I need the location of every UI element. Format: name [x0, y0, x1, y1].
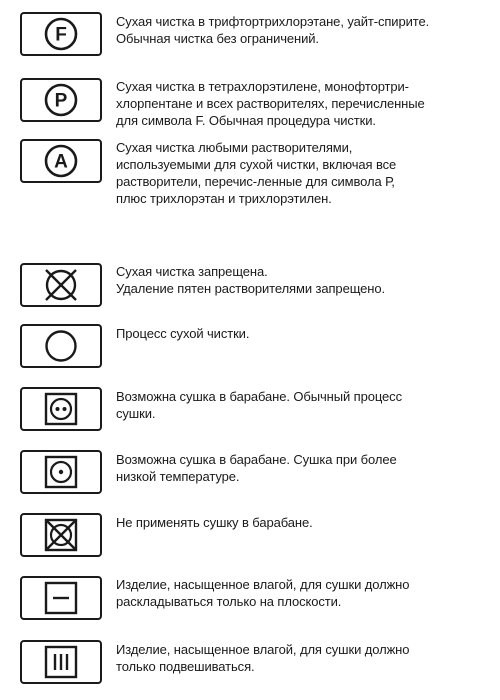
description-line: сушки. [116, 406, 156, 421]
description-line: Возможна сушка в барабане. Обычный процесс [116, 389, 402, 404]
circle-letter-a-icon [44, 144, 78, 178]
circle-icon [43, 328, 79, 364]
symbol-description [116, 514, 496, 531]
symbol-box [20, 78, 102, 122]
crossed-circle-icon [41, 265, 81, 305]
dry-flat-icon [43, 580, 79, 616]
symbol-box [20, 324, 102, 368]
symbol-description [116, 263, 496, 297]
circle-letter-f-icon [44, 17, 78, 51]
description-line: хлорпентане и всех растворителях, перечисленные [116, 96, 425, 111]
symbol-description [116, 139, 496, 207]
symbol-box [20, 12, 102, 56]
description-line: раскладываться только на плоскости. [116, 594, 342, 609]
symbol-box [20, 450, 102, 494]
description-line: Изделие, насыщенное влагой, для сушки должно [116, 577, 410, 592]
circle-letter-p-icon [44, 83, 78, 117]
description-line: Сухая чистка любыми растворителями, [116, 140, 353, 155]
description-line: плюс трихлорэтан и трихлорэтилен. [116, 191, 332, 206]
description-line: используемыми для сухой чистки, включая все [116, 157, 397, 172]
symbol-box [20, 139, 102, 183]
symbol-box [20, 640, 102, 684]
symbol-description [116, 576, 496, 610]
symbol-box [20, 263, 102, 307]
tumble-dry-one-dot-icon [43, 454, 79, 490]
tumble-dry-two-dots-icon [43, 391, 79, 427]
description-line: Процесс сухой чистки. [116, 326, 250, 341]
symbol-description [116, 451, 496, 485]
description-line: Сухая чистка запрещена. [116, 264, 268, 279]
description-line: Изделие, насыщенное влагой, для сушки должно [116, 642, 410, 657]
symbol-letter: P [54, 90, 68, 112]
symbol-box [20, 387, 102, 431]
description-line: низкой температуре. [116, 469, 240, 484]
no-tumble-dry-icon [43, 517, 79, 553]
description-line: Удаление пятен растворителями запрещено. [116, 281, 385, 296]
description-line: Обычная чистка без ограничений. [116, 31, 319, 46]
symbol-description [116, 78, 496, 129]
symbol-letter: F [55, 24, 67, 46]
symbol-description [116, 641, 496, 675]
description-line: растворители, перечис-ленные для символа Р, [116, 174, 395, 189]
drip-dry-icon [43, 644, 79, 680]
symbol-description [116, 325, 496, 342]
description-line: для символа F. Обычная процедура чистки. [116, 113, 376, 128]
description-line: Сухая чистка в тетрахлорэтилене, монофтортри- [116, 79, 409, 94]
symbol-letter: A [54, 151, 68, 173]
symbol-description [116, 388, 496, 422]
symbol-box [20, 513, 102, 557]
description-line: только подвешиваться. [116, 659, 255, 674]
symbol-description [116, 13, 496, 47]
description-line: Не применять сушку в барабане. [116, 515, 313, 530]
description-line: Возможна сушка в барабане. Сушка при более [116, 452, 397, 467]
symbol-box [20, 576, 102, 620]
description-line: Сухая чистка в трифтортрихлорэтане, уайт-спирите. [116, 14, 430, 29]
